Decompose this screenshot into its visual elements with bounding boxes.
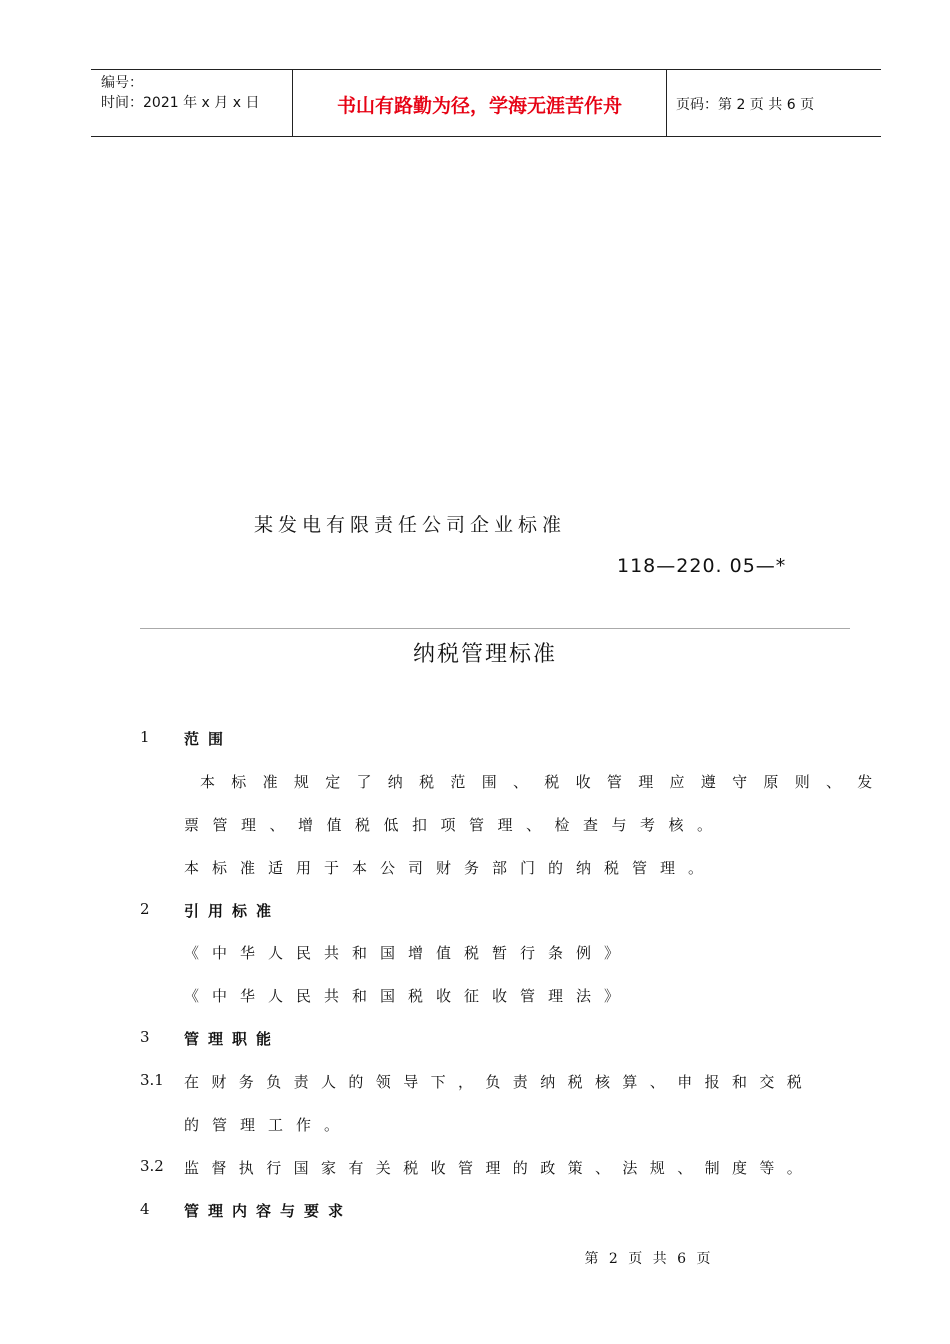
section-number: 2 [140,900,150,918]
document-number-label: 编号： [101,75,143,91]
document-title: 纳税管理标准 [412,642,557,667]
reference-item: 《中华人民共和国增值税暂行条例》 [184,944,633,962]
header-motto-cell [292,70,667,136]
section-number: 3 [140,1028,150,1046]
paragraph-line: 在财务负责人的领导下，负责纳税核算、申报和交税 [184,1073,815,1091]
company-standard-title: 某发电有限责任公司企业标准 [254,514,567,536]
standard-code: 118—220. 05—* [617,555,787,577]
section-heading: 管理职能 [184,1030,281,1048]
section-heading: 管理内容与要求 [184,1202,353,1220]
header-page-cell [666,70,881,136]
paragraph-line: 的管理工作。 [184,1116,353,1134]
header-page-number: 页码：第 2 页 共 6 页 [676,97,815,113]
page-footer: 第 2 页 共 6 页 [584,1251,714,1267]
page-header [91,69,881,137]
paragraph-line: 本标准规定了纳税范围、税收管理应遵守原则、发 [200,773,889,791]
subsection-number: 3.2 [140,1157,164,1175]
section-number: 1 [140,728,150,746]
title-divider [140,628,850,629]
subsection-number: 3.1 [140,1071,164,1089]
header-motto: 书山有路勤为径，学海无涯苦作舟 [336,95,622,117]
paragraph-line: 票管理、增值税低扣项管理、检查与考核。 [184,816,726,834]
paragraph-line: 本标准适用于本公司财务部门的纳税管理。 [184,859,717,877]
document-time-label: 时间：2021 年 x 月 x 日 [101,95,260,111]
paragraph-line: 监督执行国家有关税收管理的政策、法规、制度等。 [184,1159,815,1177]
section-heading: 范围 [184,730,233,748]
section-heading: 引用标准 [184,902,281,920]
reference-item: 《中华人民共和国税收征收管理法》 [184,987,633,1005]
section-number: 4 [140,1200,150,1218]
header-meta-cell [91,70,292,136]
